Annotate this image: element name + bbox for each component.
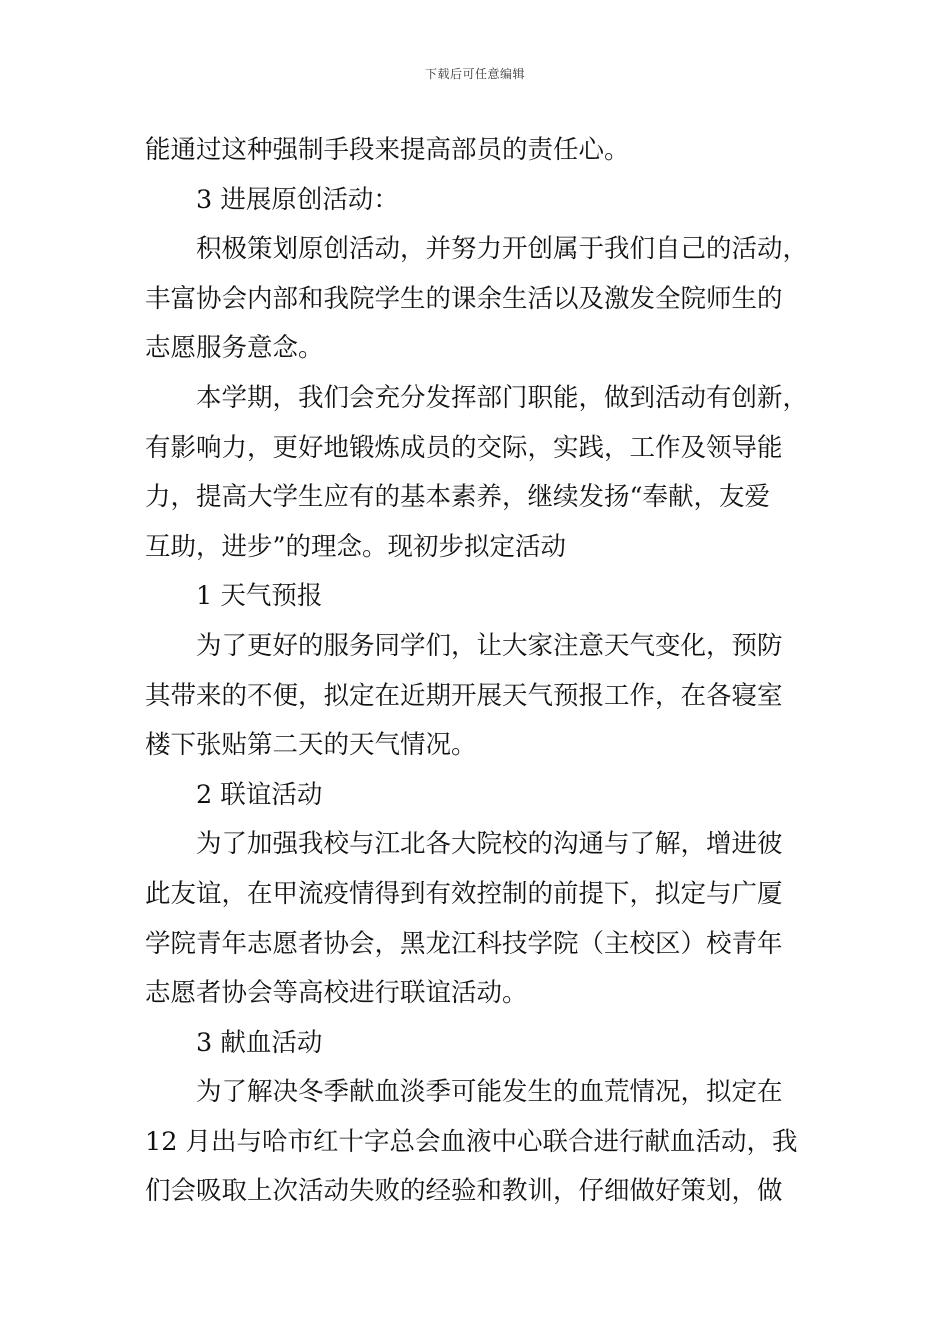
text-line: 志愿服务意念。: [145, 333, 324, 364]
text-line: 互助，进步”的理念。现初步拟定活动: [145, 531, 567, 562]
text-line: 其带来的不便，拟定在近期开展天气预报工作，在各寝室: [145, 680, 783, 711]
text-line: 楼下张贴第二天的天气情况。: [145, 730, 477, 761]
text-line: 为了更好的服务同学们，让大家注意天气变化，预防: [196, 630, 783, 661]
text-line: 12 月出与哈市红十字总会血液中心联合进行献血活动，我: [145, 1126, 798, 1157]
text-line: 力，提高大学生应有的基本素养，继续发扬“奉献，友爱: [145, 482, 771, 513]
text-line: 本学期，我们会充分发挥部门职能，做到活动有创新，: [196, 382, 809, 413]
text-line: 志愿者协会等高校进行联谊活动。: [145, 978, 528, 1009]
text-line: 3 献血活动: [196, 1027, 323, 1058]
text-line: 为了解决冬季献血淡季可能发生的血荒情况，拟定在: [196, 1077, 783, 1108]
text-line: 为了加强我校与江北各大院校的沟通与了解，增进彼: [196, 829, 783, 860]
text-line: 们会吸取上次活动失败的经验和教训，仔细做好策划，做: [145, 1176, 783, 1207]
text-line: 1 天气预报: [196, 581, 323, 612]
text-line: 3 进展原创活动：: [196, 184, 399, 215]
text-line: 2 联谊活动: [196, 779, 323, 810]
text-line: 此友谊，在甲流疫情得到有效控制的前提下，拟定与广厦: [145, 878, 783, 909]
text-line: 能通过这种强制手段来提高部员的责任心。: [145, 135, 630, 165]
page-header: 下载后可任意编辑: [424, 67, 525, 81]
text-line: 丰富协会内部和我院学生的课余生活以及激发全院师生的: [145, 283, 783, 314]
text-line: 学院青年志愿者协会，黑龙江科技学院（主校区）校青年: [145, 928, 783, 959]
document-body: [145, 126, 835, 1217]
text-line: 积极策划原创活动，并努力开创属于我们自己的活动，: [196, 234, 809, 265]
text-line: 有影响力，更好地锻炼成员的交际，实践，工作及领导能: [145, 432, 783, 463]
